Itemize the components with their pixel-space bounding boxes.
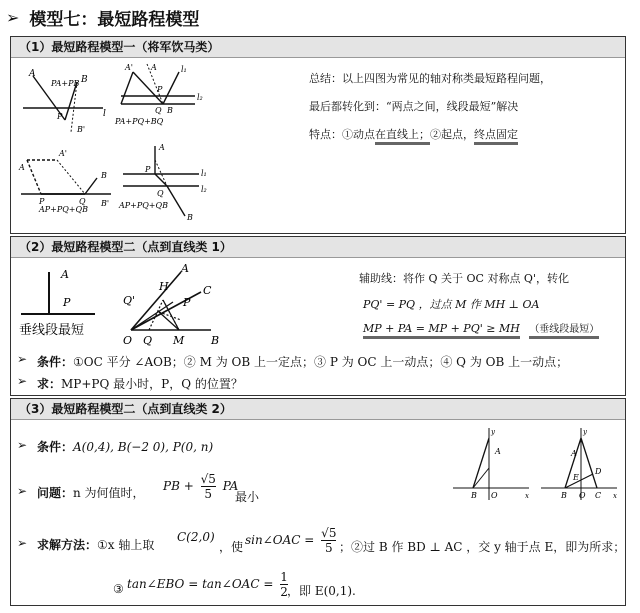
title-text: 模型七：最短路程模型 bbox=[29, 9, 200, 30]
fig1-label-B: B bbox=[81, 75, 88, 85]
s3-q-expr bbox=[163, 472, 238, 501]
s3-cond-text: A(0,4), B(−2 0), P(0, n) bbox=[73, 440, 214, 454]
s3-cond-line bbox=[37, 438, 213, 455]
coordb-label-B: B bbox=[561, 491, 567, 500]
fig1-label-Bp: B' bbox=[77, 125, 86, 134]
s3-s-bullet-icon: ➢ bbox=[17, 536, 28, 550]
fig4-expr: AP+PQ+QB bbox=[119, 201, 168, 210]
angle-label-Q: Q bbox=[143, 334, 153, 347]
fig1-label-P: P bbox=[57, 112, 63, 121]
angle-label-A: A bbox=[181, 262, 189, 275]
fig3-label-A: A bbox=[19, 163, 25, 172]
fig2-expr: PA+PQ+BQ bbox=[115, 117, 164, 126]
s3-s1-point: C(2,0) bbox=[177, 530, 215, 544]
section-1 bbox=[10, 36, 626, 234]
cond-label: 条件： bbox=[37, 355, 74, 369]
coordb-label-C: C bbox=[595, 491, 602, 500]
cond-text: ①OC 平分 ∠AOB；② M 为 OB 上一定点；③ P 为 OC 上一动点；④ Q 为 OB 上一动点； bbox=[73, 355, 569, 369]
fig1-label-l: l bbox=[103, 109, 106, 119]
coord-figure-a bbox=[449, 424, 533, 504]
fig4-label-l2: l₂ bbox=[201, 185, 207, 194]
section-1-header: （1）最短路程模型一（将军饮马类） bbox=[11, 37, 625, 58]
figure-2-diagram bbox=[111, 60, 211, 132]
s3-q-expr-b: PA bbox=[222, 479, 239, 493]
fig2-label-l1: l₁ bbox=[181, 65, 187, 74]
coorda-label-B: B bbox=[471, 491, 477, 500]
ask-bullet-icon: ➢ bbox=[17, 374, 28, 388]
section-3-header: （3）最短路程模型二（点到直线类 2） bbox=[11, 399, 625, 420]
s3-s3-tan-label: tan∠EBO = tan∠OAC = bbox=[127, 577, 274, 591]
ask-label: 求： bbox=[37, 377, 62, 391]
s3-q-num: √5 bbox=[200, 472, 216, 486]
perp-caption: 垂线段最短 bbox=[19, 323, 85, 338]
page-title bbox=[6, 4, 199, 30]
s3-q-post: 最小 bbox=[235, 490, 260, 504]
s3-s3-num: 1 bbox=[280, 570, 288, 584]
s3-q-label: 问题： bbox=[37, 486, 74, 500]
s3-s1-den: 5 bbox=[324, 541, 333, 555]
fig2-label-Ap: A' bbox=[125, 63, 133, 72]
s3-s3-den: 2 bbox=[280, 585, 288, 599]
fig3-label-Q: Q bbox=[79, 197, 86, 206]
coordb-label-y: y bbox=[583, 428, 587, 436]
s3-s1: ①x 轴上取 bbox=[97, 538, 155, 552]
fig2-label-l2: l₂ bbox=[197, 93, 203, 102]
aux-line-1: 辅助线：将作 Q 关于 OC 对称点 Q'，转化 bbox=[359, 272, 569, 285]
s3-q-den: 5 bbox=[204, 487, 213, 501]
ask-line bbox=[37, 375, 243, 392]
s3-cond-bullet-icon: ➢ bbox=[17, 438, 28, 452]
features-mid: ②起点， bbox=[430, 128, 474, 141]
cond-bullet-icon: ➢ bbox=[17, 352, 28, 366]
fig2-label-Q: Q bbox=[155, 106, 162, 115]
fig4-label-l1: l₁ bbox=[201, 169, 207, 178]
features-prefix: 特点：①动点 bbox=[309, 128, 375, 141]
s3-s3-post: ，即 E(0,1). bbox=[287, 584, 356, 598]
coordb-label-D: D bbox=[595, 467, 602, 476]
angle-label-P: P bbox=[183, 296, 191, 309]
fig2-label-P: P bbox=[157, 85, 163, 94]
features-line bbox=[309, 126, 518, 142]
s3-q-pre: n 为何值时， bbox=[73, 486, 145, 500]
ask-text: MP+PQ 最小时，P，Q 的位置？ bbox=[61, 377, 243, 391]
fig3-label-P: P bbox=[39, 197, 45, 206]
s3-q-bullet-icon: ➢ bbox=[17, 484, 28, 498]
s3-q-expr-a: PB + bbox=[163, 479, 194, 493]
figure-1-diagram bbox=[19, 64, 109, 134]
s3-s2: ；②过 B 作 BD ⊥ AC ，交 y 轴于点 E，即为所求； bbox=[339, 540, 626, 554]
coorda-label-O: O bbox=[491, 491, 498, 500]
fig4-label-B: B bbox=[187, 213, 193, 222]
aux-line-3: MP + PA = MP + PQ' ≥ MH bbox=[363, 322, 520, 339]
angle-label-H: H bbox=[159, 280, 169, 293]
s3-q-line bbox=[37, 484, 145, 501]
section-3 bbox=[10, 398, 626, 606]
coordb-label-A: A bbox=[571, 449, 577, 458]
arrow-bullet-icon: ➢ bbox=[6, 7, 20, 27]
angle-label-C: C bbox=[203, 284, 212, 297]
angle-label-B: B bbox=[211, 334, 220, 347]
fig2-label-A: A bbox=[151, 63, 157, 72]
figure-3-diagram bbox=[17, 146, 117, 226]
features-underlined-1: 在直线上； bbox=[375, 128, 430, 145]
s3-cond-label: 条件： bbox=[37, 440, 74, 454]
coorda-label-y: y bbox=[491, 428, 495, 436]
fig1-label-A: A bbox=[29, 69, 36, 79]
fig2-label-B: B bbox=[167, 106, 173, 115]
fig3-label-B: B bbox=[101, 171, 107, 180]
angle-bisector-figure bbox=[119, 260, 231, 356]
summary-line-1: 总结：以上四图为常见的轴对称类最短路程问题， bbox=[309, 72, 551, 85]
angle-label-M: M bbox=[173, 334, 185, 347]
fig4-label-Q: Q bbox=[157, 189, 164, 198]
coordb-label-O: O bbox=[579, 491, 586, 500]
fig4-label-P: P bbox=[145, 165, 151, 174]
figure-4-diagram bbox=[115, 136, 215, 224]
perpendicular-figure bbox=[15, 262, 111, 338]
s3-s1-sin bbox=[245, 526, 336, 555]
coord-figure-b bbox=[537, 424, 621, 504]
fig3-label-Bp: B' bbox=[101, 199, 110, 208]
perp-label-P: P bbox=[63, 296, 71, 309]
s3-s3: ③ bbox=[113, 582, 124, 596]
coordb-label-x: x bbox=[613, 492, 617, 500]
coorda-label-x: x bbox=[525, 492, 529, 500]
cond-line bbox=[37, 353, 568, 370]
fig3-expr: AP+PQ+QB bbox=[39, 205, 88, 214]
coorda-label-A: A bbox=[495, 447, 501, 456]
section-2 bbox=[10, 236, 626, 396]
fig3-label-Ap: A' bbox=[59, 149, 67, 158]
perp-label-A: A bbox=[61, 268, 69, 281]
aux-line-3-wrap bbox=[363, 320, 599, 335]
s3-s1-sin-label: sin∠OAC = bbox=[245, 533, 315, 547]
fig4-label-A: A bbox=[159, 143, 165, 152]
angle-label-O: O bbox=[123, 334, 133, 347]
aux-line-2: PQ' = PQ ，过点 M 作 MH ⊥ OA bbox=[363, 298, 540, 311]
s3-s1-b: ，使 bbox=[219, 540, 244, 554]
fig1-expr: PA+PB bbox=[51, 79, 80, 88]
summary-line-2: 最后都转化到：“两点之间，线段最短”解决 bbox=[309, 100, 519, 113]
s3-s1-num: √5 bbox=[321, 526, 337, 540]
features-underlined-2: 终点固定 bbox=[474, 128, 518, 145]
angle-label-Qp: Q' bbox=[123, 294, 136, 307]
s3-s3-tan bbox=[127, 570, 288, 599]
aux-note: （垂线段最短） bbox=[529, 324, 599, 339]
section-2-header: （2）最短路程模型二（点到直线类 1） bbox=[11, 237, 625, 258]
s3-s-label: 求解方法： bbox=[37, 538, 98, 552]
coordb-label-E: E bbox=[573, 473, 579, 482]
s3-s-line-1 bbox=[37, 536, 154, 553]
